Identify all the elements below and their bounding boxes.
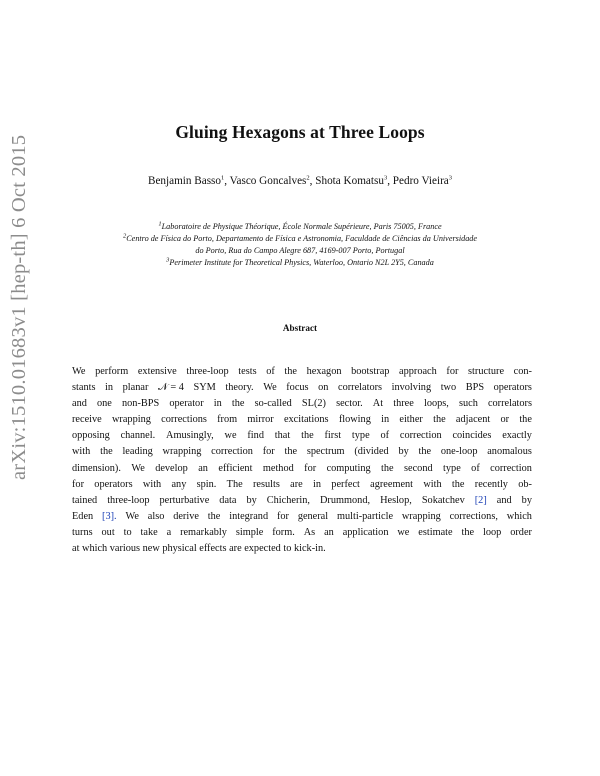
affiliation-mark: 3 bbox=[166, 256, 170, 264]
abstract-word: efficient bbox=[218, 462, 253, 474]
abstract-word: the bbox=[418, 446, 432, 458]
paper-title: Gluing Hexagons at Three Loops bbox=[175, 122, 425, 142]
abstract-word: planar bbox=[122, 382, 149, 394]
abstract-word: general bbox=[297, 510, 329, 522]
abstract-word: [2] bbox=[474, 494, 487, 506]
abstract-word: we bbox=[224, 430, 237, 442]
abstract-word: wrapping bbox=[162, 446, 202, 458]
affiliation-text: Laboratoire de Physique Théorique, École Normale Supérieure, Paris 75005, France bbox=[161, 222, 442, 231]
abstract-word: with bbox=[72, 446, 91, 458]
abstract-word: structure bbox=[468, 366, 505, 377]
abstract-word: and bbox=[72, 398, 87, 410]
abstract-line bbox=[72, 541, 532, 557]
arxiv-identifier-stamp: arXiv:1510.01683v1 [hep-th] 6 Oct 2015 bbox=[8, 134, 30, 480]
abstract-word: operators bbox=[493, 382, 532, 394]
abstract-word: to bbox=[123, 526, 132, 538]
abstract-word: by bbox=[398, 446, 409, 458]
abstract-word: wrapping bbox=[111, 414, 151, 426]
abstract-line bbox=[72, 428, 532, 444]
abstract-line bbox=[72, 412, 532, 428]
affiliation-list bbox=[60, 221, 540, 269]
abstract-word: the bbox=[207, 510, 221, 522]
abstract-word: exactly bbox=[502, 430, 532, 442]
abstract-word: multi-particle bbox=[336, 510, 394, 522]
abstract-word: flowing bbox=[338, 414, 371, 426]
abstract-word: recently bbox=[474, 478, 508, 490]
abstract-word: 𝒩 = 4 bbox=[157, 382, 184, 394]
abstract-word: the bbox=[284, 366, 297, 377]
abstract-word: the bbox=[231, 398, 245, 410]
abstract-word: estimate bbox=[418, 526, 453, 538]
abstract-word: At bbox=[372, 398, 384, 410]
author-affiliation-mark: 3 bbox=[448, 174, 453, 182]
abstract-word: dimension). bbox=[72, 462, 121, 474]
abstract-word: operator bbox=[169, 398, 204, 410]
abstract-word: in bbox=[105, 382, 114, 394]
author bbox=[230, 175, 310, 187]
abstract-word: a bbox=[166, 526, 172, 538]
abstract-word: anomalous bbox=[487, 446, 532, 458]
abstract-word: spin. bbox=[196, 478, 217, 490]
abstract-word: an bbox=[198, 462, 208, 474]
abstract-word: perfect bbox=[331, 478, 360, 490]
abstract-word: such bbox=[458, 398, 478, 410]
abstract-word: in bbox=[213, 398, 222, 410]
abstract-word: (divided bbox=[354, 446, 389, 458]
abstract-word: SL(2) bbox=[301, 398, 326, 410]
author bbox=[393, 175, 452, 187]
abstract-word: bootstrap bbox=[351, 366, 390, 377]
abstract-word: by bbox=[246, 494, 257, 506]
author-affiliation-mark: 1 bbox=[221, 174, 225, 182]
abstract-body bbox=[72, 364, 532, 557]
abstract-word: either bbox=[399, 414, 423, 426]
abstract-line bbox=[72, 493, 532, 509]
abstract-word: correlators bbox=[487, 398, 532, 410]
abstract-word: [3]. bbox=[102, 510, 117, 522]
abstract-word: take bbox=[140, 526, 158, 538]
abstract-word: for bbox=[304, 462, 317, 474]
author-name: Benjamin Basso bbox=[147, 175, 222, 187]
abstract-word: extensive bbox=[137, 366, 177, 377]
abstract-line bbox=[72, 477, 532, 493]
author bbox=[148, 175, 224, 187]
abstract-word: type bbox=[443, 462, 461, 474]
abstract-word: so-called bbox=[254, 398, 292, 410]
abstract-word: on bbox=[318, 382, 329, 394]
abstract-word: loop bbox=[483, 526, 502, 538]
abstract-word: coincides bbox=[452, 430, 492, 442]
abstract-word: are bbox=[290, 478, 303, 490]
abstract-word: from bbox=[217, 414, 238, 426]
abstract-word: Drummond, bbox=[319, 494, 371, 506]
abstract-word: mirror bbox=[247, 414, 274, 426]
abstract-word: the bbox=[519, 414, 532, 426]
affiliation-mark: 2 bbox=[122, 232, 127, 240]
abstract-word: an bbox=[324, 526, 334, 538]
abstract-word: two bbox=[440, 382, 457, 394]
abstract-word: for bbox=[446, 366, 459, 377]
abstract-word: form. bbox=[272, 526, 295, 538]
abstract-word: correlators bbox=[338, 382, 383, 394]
abstract-word: operators bbox=[94, 478, 133, 490]
abstract-word: adjacent bbox=[455, 414, 491, 426]
abstract-word: type bbox=[351, 430, 370, 442]
abstract-word: Amusingly, bbox=[166, 430, 214, 442]
abstract-word: for bbox=[276, 510, 289, 522]
abstract-word: corrections, bbox=[449, 510, 498, 522]
abstract-word: BPS bbox=[465, 382, 485, 394]
abstract-word: tests bbox=[238, 366, 257, 377]
abstract-word: of bbox=[266, 366, 275, 377]
abstract-word: Sokatchev bbox=[421, 494, 465, 506]
abstract-word: application bbox=[342, 526, 389, 538]
abstract-word: spectrum bbox=[306, 446, 345, 458]
abstract-word: theory. bbox=[225, 382, 254, 394]
abstract-word: the bbox=[381, 462, 394, 474]
author-name: Shota Komatsu bbox=[315, 175, 384, 187]
abstract-word: the bbox=[433, 414, 446, 426]
abstract-word: approach bbox=[399, 366, 437, 377]
abstract-word: Heslop, bbox=[380, 494, 412, 506]
abstract-word: perturbative bbox=[159, 494, 210, 506]
abstract-word: find bbox=[247, 430, 264, 442]
abstract-word: perform bbox=[95, 366, 129, 377]
abstract-word: integrand bbox=[229, 510, 269, 522]
affiliation-text: Centro de Física do Porto, Departamento de Física e Astronomia, Faculdade de Ciências da Universidade bbox=[126, 234, 478, 243]
abstract-word: receive bbox=[72, 414, 102, 426]
abstract-word: first bbox=[324, 430, 342, 442]
abstract-word: develop bbox=[155, 462, 188, 474]
abstract-word: stants bbox=[72, 382, 96, 394]
abstract-word: simple bbox=[235, 526, 264, 538]
abstract-word: correction bbox=[211, 446, 253, 458]
abstract-word: computing bbox=[326, 462, 371, 474]
abstract-word: correction bbox=[399, 430, 442, 442]
abstract-word: with bbox=[142, 478, 162, 490]
abstract-word: the bbox=[451, 478, 465, 490]
abstract-word: involving bbox=[391, 382, 432, 394]
affiliation-line bbox=[60, 233, 540, 245]
author-affiliation-mark: 3 bbox=[383, 174, 388, 182]
author-affiliation-mark: 2 bbox=[306, 174, 310, 182]
abstract-word: corrections bbox=[161, 414, 207, 426]
abstract-word: data bbox=[219, 494, 237, 506]
abstract-word: we bbox=[397, 526, 410, 538]
abstract-word: remarkably bbox=[180, 526, 227, 538]
abstract-word: hexagon bbox=[306, 366, 342, 377]
abstract-word: for bbox=[262, 446, 275, 458]
abstract-word: agreement bbox=[370, 478, 414, 490]
abstract-word: any bbox=[171, 478, 187, 490]
affiliation-line bbox=[60, 257, 540, 269]
abstract-word: the bbox=[284, 446, 298, 458]
abstract-word: wrapping bbox=[401, 510, 441, 522]
abstract-line bbox=[72, 380, 532, 396]
abstract-line bbox=[72, 509, 532, 525]
author-name: Vasco Goncalves bbox=[229, 175, 307, 187]
abstract-line bbox=[72, 444, 532, 460]
abstract-word: derive bbox=[173, 510, 199, 522]
abstract-word: that bbox=[274, 430, 291, 442]
abstract-word: three bbox=[393, 398, 414, 410]
abstract-word: out bbox=[101, 526, 115, 538]
abstract-word: We bbox=[131, 462, 145, 474]
abstract-word: ob- bbox=[518, 478, 532, 490]
abstract-word: Eden bbox=[72, 510, 94, 522]
affiliation-line bbox=[60, 245, 540, 257]
abstract-word: in bbox=[381, 414, 390, 426]
abstract-word: SYM bbox=[193, 382, 216, 394]
abstract-word: excitations bbox=[283, 414, 329, 426]
abstract-word: As bbox=[303, 526, 316, 538]
abstract-word: results bbox=[252, 478, 280, 490]
abstract-word: three-loop bbox=[107, 494, 150, 506]
abstract-word: and bbox=[496, 494, 512, 506]
abstract-word: or bbox=[500, 414, 510, 426]
abstract-line bbox=[72, 525, 532, 541]
abstract-word: in bbox=[313, 478, 322, 490]
abstract-word: opposing bbox=[72, 430, 110, 442]
abstract-line bbox=[72, 461, 532, 477]
abstract-word: which bbox=[506, 510, 532, 522]
abstract-word: three-loop bbox=[186, 366, 229, 377]
author-name: Pedro Vieira bbox=[392, 175, 449, 187]
affiliation-mark: 1 bbox=[158, 220, 162, 228]
abstract-word: of bbox=[471, 462, 480, 474]
abstract-word: with bbox=[423, 478, 442, 490]
abstract-word: leading bbox=[122, 446, 153, 458]
abstract-word: the bbox=[100, 446, 113, 458]
abstract-word: The bbox=[226, 478, 243, 490]
abstract-word: also bbox=[147, 510, 165, 522]
abstract-word: by bbox=[521, 494, 532, 506]
abstract-word: loops, bbox=[423, 398, 449, 410]
author-list: Benjamin Basso$^1$, Vasco Goncalves$^2$, Shota Komatsu$^3$, Pedro Vieira$^3$ bbox=[147, 174, 453, 187]
abstract-heading: Abstract bbox=[282, 323, 318, 333]
abstract-word: Chicherin, bbox=[266, 494, 310, 506]
affiliation-line bbox=[60, 221, 540, 233]
abstract-word: We bbox=[263, 382, 277, 394]
abstract-word: one bbox=[97, 398, 112, 410]
abstract-word: for bbox=[72, 478, 85, 490]
abstract-word: We bbox=[72, 366, 86, 377]
abstract-word: second bbox=[404, 462, 433, 474]
abstract-word: con- bbox=[513, 366, 532, 377]
abstract-word: the bbox=[301, 430, 314, 442]
abstract-word: the bbox=[461, 526, 475, 538]
author bbox=[315, 175, 387, 187]
abstract-word: We bbox=[125, 510, 139, 522]
abstract-word: one-loop bbox=[440, 446, 478, 458]
abstract-word: correction bbox=[490, 462, 532, 474]
abstract-word: channel. bbox=[120, 430, 156, 442]
affiliation-text: Perimeter Institute for Theoretical Physics, Waterloo, Ontario N2L 2Y5, Canada bbox=[169, 258, 434, 267]
abstract-word: tained bbox=[72, 494, 98, 506]
abstract-word: focus bbox=[286, 382, 309, 394]
abstract-word: of bbox=[380, 430, 390, 442]
abstract-word: order bbox=[510, 526, 532, 538]
affiliation-text: do Porto, Rua do Campo Alegre 687, 4169-007 Porto, Portugal bbox=[195, 246, 405, 255]
abstract-word: non-BPS bbox=[122, 398, 160, 410]
abstract-word: at which various new physical effects are expected to kick-in. bbox=[72, 543, 326, 555]
abstract-line bbox=[72, 396, 532, 412]
abstract-line bbox=[72, 364, 532, 380]
abstract-word: sector. bbox=[336, 398, 363, 410]
abstract-word: method bbox=[262, 462, 294, 474]
abstract-word: turns bbox=[72, 526, 93, 538]
